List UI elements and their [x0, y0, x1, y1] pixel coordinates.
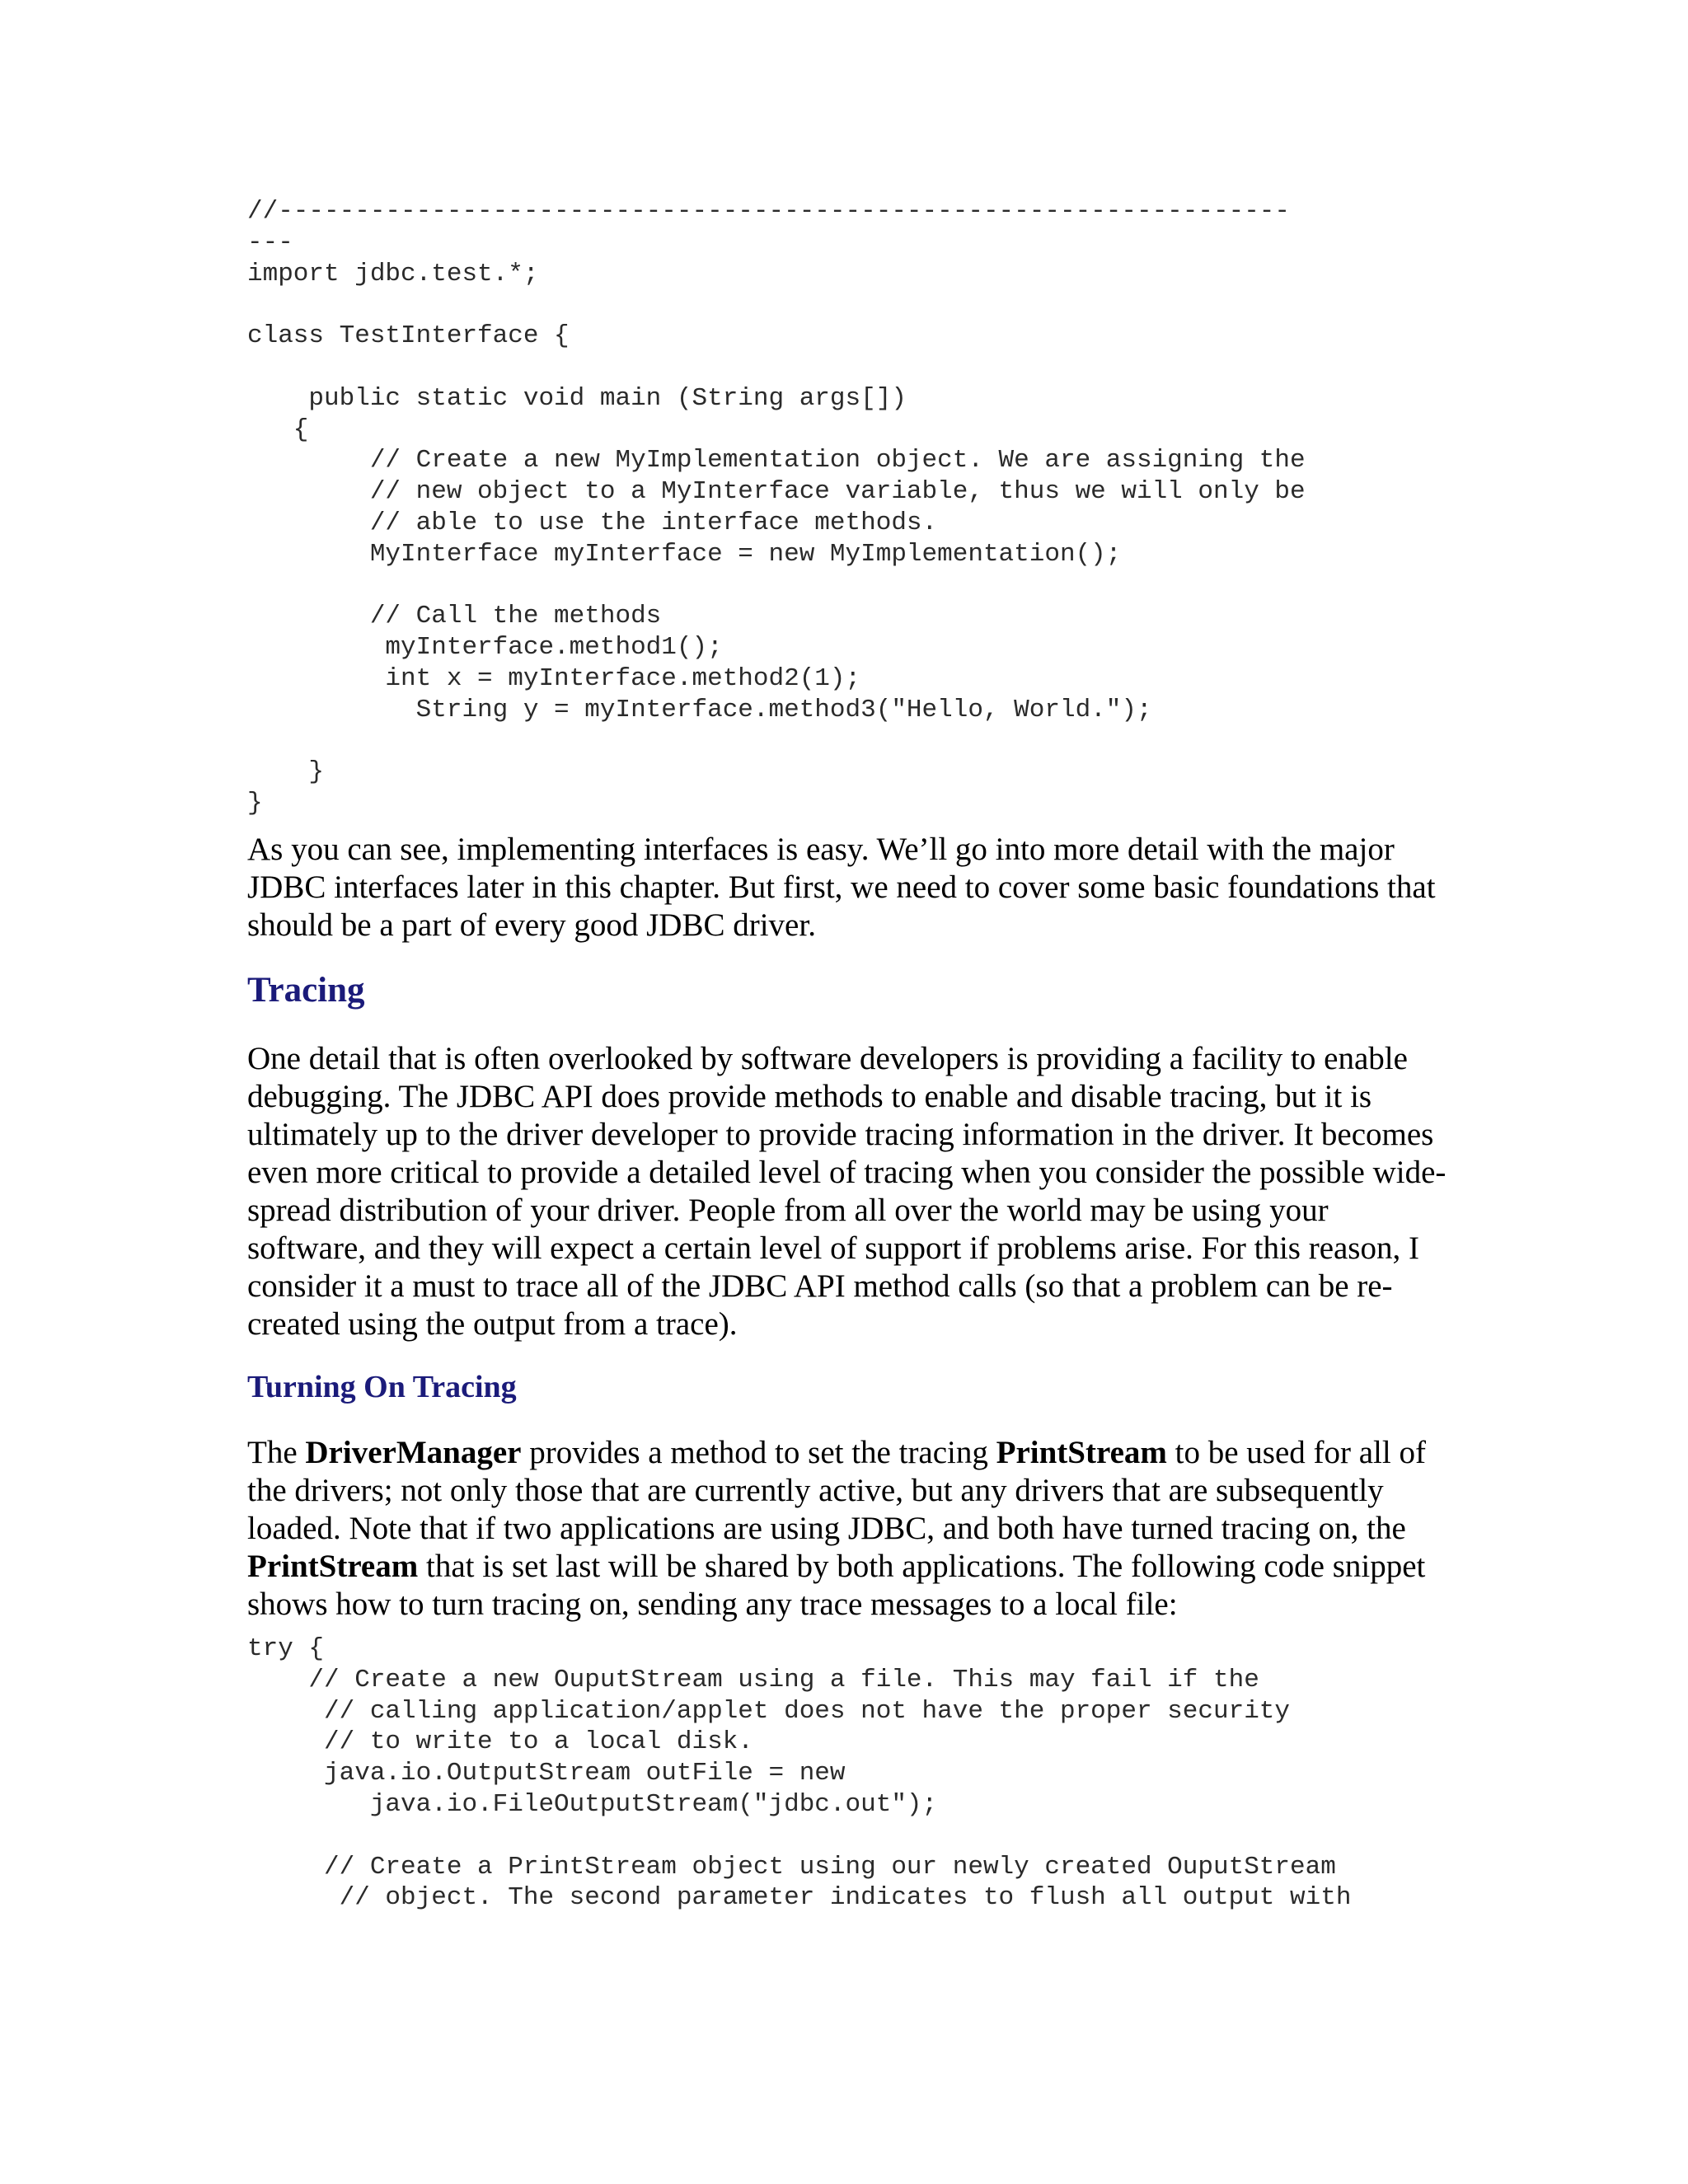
- code-line: class TestInterface {: [247, 321, 570, 351]
- code-line: }: [247, 789, 263, 818]
- code-line: // Create a new MyImplementation object. We are assigning the: [247, 446, 1306, 476]
- code-line: // Call the methods: [247, 602, 662, 631]
- code-line: java.io.FileOutputStream("jdbc.out");: [247, 1789, 938, 1819]
- code-block-test-interface: [247, 196, 1451, 819]
- code-line: int x = myInterface.method2(1);: [247, 663, 861, 693]
- code-line: java.io.OutputStream outFile = new: [247, 1759, 846, 1788]
- code-block-trace-setup: [247, 1633, 1451, 1914]
- code-line: try {: [247, 1633, 325, 1663]
- code-line: // Create a PrintStream object using our newly created OuputStream: [247, 1852, 1336, 1882]
- paragraph-implementing-interfaces: As you can see, implementing interfaces is easy. We’ll go into more detail with the major JDBC interfaces later in this chapter. But first, we need to cover some basic foundations that should be a part of every good JDBC driver.: [247, 831, 1436, 943]
- bold-term-drivermanager: DriverManager: [305, 1434, 522, 1470]
- section-heading-tracing: Tracing: [247, 970, 365, 1010]
- code-line: import jdbc.test.*;: [247, 259, 539, 288]
- paragraph-tracing-intro: One detail that is often overlooked by software developers is providing a facility to enable debugging. The JDBC API does provide methods to enable and disable tracing, but it is ultimately up to the driver developer to provide tracing information in the driver. It becomes even more critical to provide a detailed level of tracing when you consider the possible wide-spread distribution of your driver. People from all over the world may be using your software, and they will expect a certain level of support if problems arise. For this reason, I consider it a must to trace all of the JDBC API method calls (so that a problem can be re-created using the output from a trace).: [247, 1040, 1447, 1342]
- bold-term-printstream: PrintStream: [996, 1434, 1167, 1470]
- bold-term-printstream: PrintStream: [247, 1548, 419, 1584]
- code-line: // new object to a MyInterface variable, thus we will only be: [247, 477, 1306, 507]
- text-run: to be used for all of the drivers; not only those that are currently active, but any drivers that are subsequently loaded. Note that if two applications are using JDBC, and both have turned tracing on, the: [247, 1434, 1426, 1546]
- code-line: MyInterface myInterface = new MyImplementation();: [247, 539, 1122, 569]
- code-line: //------------------------------------------------------------------: [247, 197, 1291, 226]
- code-line: // to write to a local disk.: [247, 1727, 753, 1757]
- code-line: myInterface.method1();: [247, 633, 723, 663]
- subsection-heading-turning-on-tracing: Turning On Tracing: [247, 1369, 517, 1404]
- code-line: }: [247, 757, 325, 787]
- code-line: // Create a new OuputStream using a file. This may fail if the: [247, 1665, 1259, 1694]
- code-line: ---: [247, 227, 293, 257]
- text-run: The: [247, 1434, 306, 1470]
- text-run: provides a method to set the tracing: [521, 1434, 996, 1470]
- code-line: // able to use the interface methods.: [247, 508, 938, 537]
- code-line: {: [247, 415, 309, 444]
- code-line: public static void main (String args[]): [247, 383, 907, 413]
- code-line: String y = myInterface.method3("Hello, World.");: [247, 695, 1152, 724]
- code-line: // object. The second parameter indicates to flush all output with: [247, 1883, 1352, 1913]
- paragraph-drivermanager: [247, 1434, 1451, 1624]
- text-run: that is set last will be shared by both applications. The following code snippet shows how to turn tracing on, sending any trace messages to a local file:: [247, 1548, 1426, 1622]
- code-line: // calling application/applet does not have the proper security: [247, 1696, 1291, 1726]
- page-content: [247, 196, 1451, 1914]
